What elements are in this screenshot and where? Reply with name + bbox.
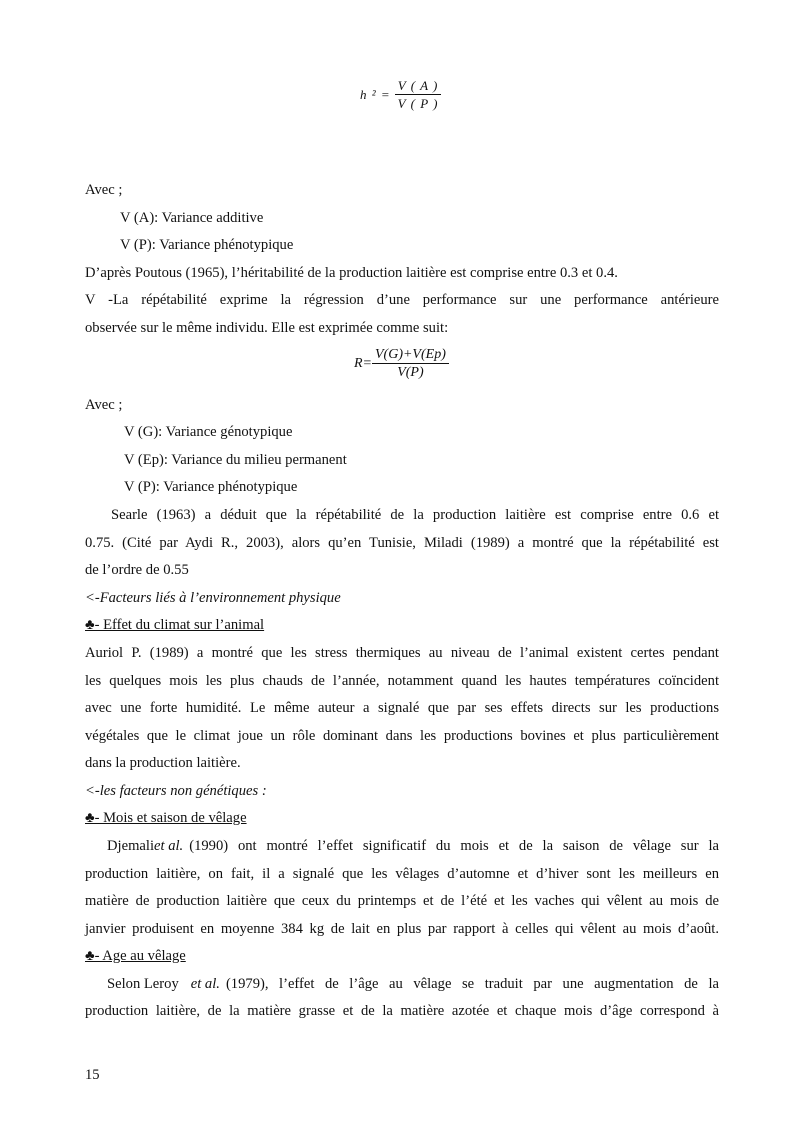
paragraph-auriol-line4: végétales que le climat joue un rôle dominant dans les productions bovines et plus particulièrement (85, 728, 719, 744)
formula-h2-numerator: V ( A ) (395, 78, 442, 95)
leroy-text: (1979), l’effet de l’âge au vêlage se traduit par une augmentation de la (225, 976, 719, 992)
definition-vp-1: V (P): Variance phénotypique (120, 237, 294, 253)
paragraph-leroy-line2: production laitière, de la matière grasse et de la matière azotée et chaque mois d’âge correspond à (85, 1003, 719, 1019)
paragraph-djemali-line3: matière de production laitière que ceux du printemps et de l’été et les vaches qui vêlent au mois de (85, 893, 719, 909)
heading-mois-saison (85, 809, 719, 827)
heading-age-velage-text: ♣- Age au vêlage (85, 948, 186, 964)
definition-vg: V (G): Variance génotypique (124, 424, 293, 440)
paragraph-searle-line3: de l’ordre de 0.55 (85, 562, 189, 578)
djemali-text: (1990) ont montré l’effet significatif du mois et de la saison de vêlage sur la (189, 838, 719, 854)
paragraph-auriol-line5: dans la production laitière. (85, 755, 241, 771)
formula-r-numerator: V(G)+V(Ep) (372, 347, 449, 364)
paragraph-poutous: D’après Poutous (1965), l’héritabilité de la production laitière est comprise entre 0.3 et 0.4. (85, 265, 618, 281)
avec-label-1: Avec ; (85, 182, 123, 198)
paragraph-searle-line1: Searle (1963) a déduit que la répétabilité de la production laitière est comprise entre 0.6 et (111, 507, 719, 523)
paragraph-repetabilite-line2: observée sur le même individu. Elle est exprimée comme suit: (85, 320, 449, 336)
formula-r-denominator: V(P) (397, 365, 424, 380)
heading-climat (85, 616, 719, 634)
paragraph-leroy-line1 (107, 975, 719, 993)
definition-vep: V (Ep): Variance du milieu permanent (124, 452, 347, 468)
djemali-etal: et al. (154, 838, 184, 854)
leroy-author: Selon Leroy (107, 976, 179, 992)
heading-mois-saison-text: ♣- Mois et saison de vêlage (85, 810, 247, 826)
djemali-author: Djemali (107, 838, 155, 854)
formula-repetability (354, 347, 449, 380)
paragraph-repetabilite-line1: V -La répétabilité exprime la régression d’une performance sur une performance antérieure (85, 292, 719, 308)
leroy-etal: et al. (190, 976, 220, 992)
formula-heritability (360, 78, 442, 111)
paragraph-auriol-line1: Auriol P. (1989) a montré que les stress thermiques au niveau de l’animal existent certes pendant (85, 645, 719, 661)
heading-environnement: <-Facteurs liés à l’environnement physique (85, 590, 341, 606)
paragraph-searle-line2: 0.75. (Cité par Aydi R., 2003), alors qu’en Tunisie, Miladi (1989) a montré que la répétabilité est (85, 535, 719, 551)
formula-h2-lhs: h ² = (360, 86, 391, 102)
heading-non-genetiques: <-les facteurs non génétiques : (85, 783, 267, 799)
avec-label-2: Avec ; (85, 397, 123, 413)
formula-h2-denominator: V ( P ) (397, 96, 439, 111)
definition-va: V (A): Variance additive (120, 210, 264, 226)
page-number: 15 (85, 1067, 100, 1083)
paragraph-djemali-line4: janvier produisent en moyenne 384 kg de lait en plus par rapport à celles qui vêlent au mois d’août. (85, 921, 719, 937)
paragraph-djemali-line2: production laitière, on fait, il a signalé que les vêlages d’automne et d’hiver sont les meilleurs en (85, 866, 719, 882)
heading-age-velage (85, 947, 719, 965)
paragraph-djemali-line1 (107, 837, 719, 855)
paragraph-auriol-line3: avec une forte humidité. Le même auteur a signalé que par ses effets directs sur les productions (85, 700, 719, 716)
heading-climat-text: ♣- Effet du climat sur l’animal (85, 617, 265, 633)
paragraph-auriol-line2: les quelques mois les plus chauds de l’année, notamment quand les hautes températures coïncident (85, 673, 719, 689)
formula-r-lhs: R= (354, 355, 372, 371)
definition-vp-2: V (P): Variance phénotypique (124, 479, 298, 495)
